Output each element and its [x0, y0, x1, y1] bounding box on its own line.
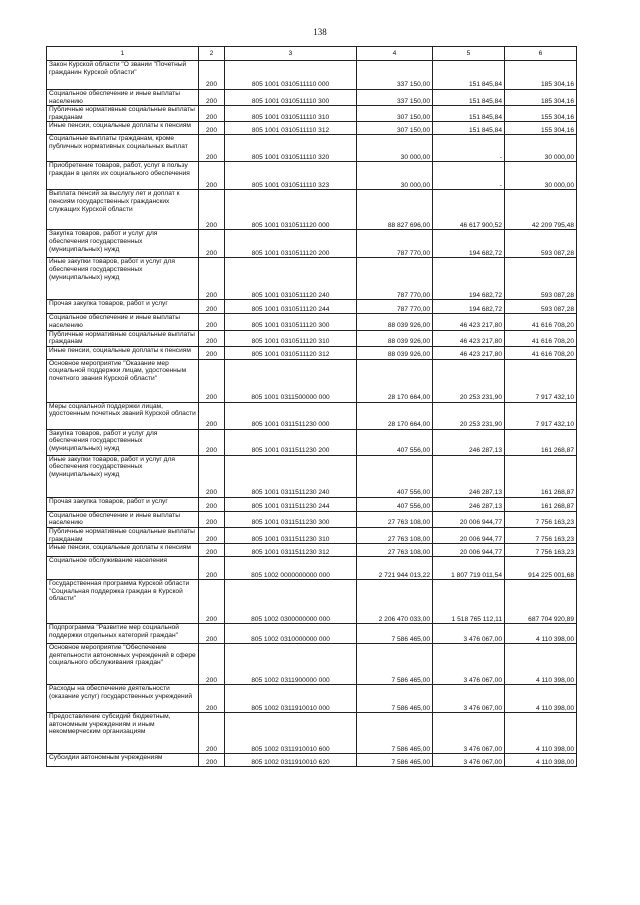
row-value-executed: 151 845,84	[433, 61, 505, 90]
row-grbs: 200	[199, 527, 225, 543]
row-code: 805 1001 0310511120 300	[225, 314, 357, 330]
row-name: Иные закупки товаров, работ и услуг для обеспечения государственных (муниципальных) нужд	[47, 455, 199, 497]
table-row	[47, 624, 577, 644]
table-row	[47, 106, 577, 122]
row-grbs: 200	[199, 346, 225, 359]
row-code: 805 1001 0311511230 312	[225, 544, 357, 557]
row-grbs: 200	[199, 190, 225, 230]
row-value-remaining: 593 087,28	[505, 258, 577, 300]
row-value-remaining: 4 110 398,00	[505, 685, 577, 713]
row-value-approved: 2 721 944 013,22	[357, 557, 433, 580]
row-value-approved: 787 770,00	[357, 258, 433, 300]
row-value-remaining: 41 616 708,20	[505, 330, 577, 346]
table-row	[47, 300, 577, 314]
row-grbs: 200	[199, 314, 225, 330]
row-name: Иные пенсии, социальные доплаты к пенсиям	[47, 346, 199, 359]
row-value-executed: 20 253 231,90	[433, 359, 505, 402]
table-body	[47, 61, 577, 767]
row-name: Выплата пенсий за выслугу лет и доплат к пенсиям государственных гражданских служащих Курской области	[47, 190, 199, 230]
table-row	[47, 61, 577, 90]
row-grbs: 200	[199, 90, 225, 106]
row-name: Предоставление субсидий бюджетным, автономным учреждениям и иным некоммерческим организациям	[47, 713, 199, 754]
table-row	[47, 497, 577, 511]
row-value-approved: 407 556,00	[357, 497, 433, 511]
row-value-approved: 307 150,00	[357, 106, 433, 122]
row-value-approved: 88 039 926,00	[357, 314, 433, 330]
row-grbs: 200	[199, 106, 225, 122]
row-value-approved: 88 039 926,00	[357, 330, 433, 346]
row-value-executed: 20 253 231,90	[433, 402, 505, 429]
row-name: Меры социальной поддержки лицам, удостоенным почетных званий Курской области	[47, 402, 199, 429]
row-grbs: 200	[199, 230, 225, 258]
row-code: 805 1002 0311900000 000	[225, 644, 357, 685]
row-grbs: 200	[199, 122, 225, 135]
table-row	[47, 455, 577, 497]
row-value-executed: 1 518 765 112,11	[433, 580, 505, 624]
row-grbs: 200	[199, 135, 225, 162]
row-value-executed: 194 682,72	[433, 258, 505, 300]
row-value-remaining: 161 268,87	[505, 429, 577, 455]
row-value-executed: 46 423 217,80	[433, 314, 505, 330]
row-name: Расходы на обеспечение деятельности (оказание услуг) государственных учреждений	[47, 685, 199, 713]
row-grbs: 200	[199, 429, 225, 455]
row-name: Публичные нормативные социальные выплаты гражданам	[47, 527, 199, 543]
table-row	[47, 346, 577, 359]
row-grbs: 200	[199, 402, 225, 429]
row-code: 805 1001 0311511230 310	[225, 527, 357, 543]
row-name: Прочая закупка товаров, работ и услуг	[47, 497, 199, 511]
row-value-remaining: 30 000,00	[505, 162, 577, 190]
row-grbs: 200	[199, 511, 225, 527]
row-value-remaining: 593 087,28	[505, 300, 577, 314]
row-value-approved: 27 763 108,00	[357, 544, 433, 557]
row-value-approved: 307 150,00	[357, 122, 433, 135]
row-code: 805 1001 0310511110 000	[225, 61, 357, 90]
row-value-executed: 20 006 944,77	[433, 527, 505, 543]
row-grbs: 200	[199, 162, 225, 190]
row-grbs: 200	[199, 544, 225, 557]
row-value-remaining: 914 225 001,68	[505, 557, 577, 580]
row-name: Иные закупки товаров, работ и услуг для обеспечения государственных (муниципальных) нужд	[47, 258, 199, 300]
row-name: Закон Курской области "О звании "Почетный гражданин Курской области"	[47, 61, 199, 90]
row-code: 805 1001 0310511110 320	[225, 135, 357, 162]
row-value-remaining: 161 268,87	[505, 497, 577, 511]
row-name: Субсидии автономным учреждениям	[47, 754, 199, 767]
row-code: 805 1002 0311910010 000	[225, 685, 357, 713]
row-value-remaining: 4 110 398,00	[505, 713, 577, 754]
row-value-approved: 7 586 465,00	[357, 644, 433, 685]
row-grbs: 200	[199, 624, 225, 644]
header-row	[47, 47, 577, 61]
row-code: 805 1001 0310511120 310	[225, 330, 357, 346]
table-row	[47, 527, 577, 543]
row-value-remaining: 155 304,16	[505, 122, 577, 135]
row-name: Социальное обслуживание населения	[47, 557, 199, 580]
row-code: 805 1001 0310511120 312	[225, 346, 357, 359]
row-code: 805 1002 0000000000 000	[225, 557, 357, 580]
row-value-approved: 28 170 664,00	[357, 402, 433, 429]
row-value-remaining: 161 268,87	[505, 455, 577, 497]
header-col-6: 6	[505, 47, 577, 61]
row-name: Приобретение товаров, работ, услуг в пользу граждан в целях их социального обеспечения	[47, 162, 199, 190]
row-value-executed: 151 845,84	[433, 106, 505, 122]
row-code: 805 1001 0311511230 244	[225, 497, 357, 511]
row-value-remaining: 185 304,16	[505, 90, 577, 106]
header-col-1: 1	[47, 47, 199, 61]
table-row	[47, 258, 577, 300]
row-value-approved: 28 170 664,00	[357, 359, 433, 402]
row-value-executed: 151 845,84	[433, 122, 505, 135]
row-value-approved: 407 556,00	[357, 455, 433, 497]
row-value-executed: 194 682,72	[433, 230, 505, 258]
row-value-remaining: 7 756 163,23	[505, 544, 577, 557]
row-value-approved: 2 206 470 033,00	[357, 580, 433, 624]
row-value-remaining: 41 616 708,20	[505, 314, 577, 330]
row-value-executed: 3 476 067,00	[433, 644, 505, 685]
row-value-remaining: 185 304,16	[505, 61, 577, 90]
row-name: Публичные нормативные социальные выплаты гражданам	[47, 330, 199, 346]
row-value-executed: 194 682,72	[433, 300, 505, 314]
header-col-5: 5	[433, 47, 505, 61]
table-row	[47, 90, 577, 106]
row-value-remaining: 7 756 163,23	[505, 511, 577, 527]
row-code: 805 1001 0310511120 000	[225, 190, 357, 230]
row-code: 805 1001 0311511230 300	[225, 511, 357, 527]
row-value-executed: 151 845,84	[433, 90, 505, 106]
row-code: 805 1001 0311511230 240	[225, 455, 357, 497]
row-value-remaining: 41 616 708,20	[505, 346, 577, 359]
header-col-4: 4	[357, 47, 433, 61]
row-value-remaining: 155 304,16	[505, 106, 577, 122]
row-code: 805 1001 0310511120 240	[225, 258, 357, 300]
row-value-remaining: 30 000,00	[505, 135, 577, 162]
row-code: 805 1001 0310511110 312	[225, 122, 357, 135]
row-value-approved: 787 770,00	[357, 230, 433, 258]
row-value-approved: 337 150,00	[357, 61, 433, 90]
row-value-executed: 246 287,13	[433, 429, 505, 455]
row-grbs: 200	[199, 713, 225, 754]
row-name: Прочая закупка товаров, работ и услуг	[47, 300, 199, 314]
row-value-executed: -	[433, 135, 505, 162]
row-code: 805 1001 0311511230 000	[225, 402, 357, 429]
row-value-approved: 337 150,00	[357, 90, 433, 106]
row-value-approved: 7 586 465,00	[357, 685, 433, 713]
row-code: 805 1002 0300000000 000	[225, 580, 357, 624]
table-row	[47, 429, 577, 455]
row-value-executed: 3 476 067,00	[433, 713, 505, 754]
row-code: 805 1001 0310511110 310	[225, 106, 357, 122]
row-value-approved: 27 763 108,00	[357, 511, 433, 527]
row-name: Публичные нормативные социальные выплаты гражданам	[47, 106, 199, 122]
row-value-executed: 46 423 217,80	[433, 330, 505, 346]
row-value-executed: 3 476 067,00	[433, 685, 505, 713]
row-value-approved: 787 770,00	[357, 300, 433, 314]
row-code: 805 1001 0311511230 200	[225, 429, 357, 455]
row-code: 805 1001 0310511110 300	[225, 90, 357, 106]
table-row	[47, 754, 577, 767]
row-value-executed: 246 287,13	[433, 497, 505, 511]
row-name: Закупка товаров, работ и услуг для обеспечения государственных (муниципальных) нужд	[47, 230, 199, 258]
row-name: Иные пенсии, социальные доплаты к пенсиям	[47, 122, 199, 135]
row-value-approved: 30 000,00	[357, 162, 433, 190]
table-row	[47, 122, 577, 135]
row-grbs: 200	[199, 330, 225, 346]
table-row	[47, 557, 577, 580]
table-row	[47, 685, 577, 713]
row-grbs: 200	[199, 644, 225, 685]
row-name: Основное мероприятие "Обеспечение деятельности автономных учреждений в сфере социального обслуживания граждан"	[47, 644, 199, 685]
table-row	[47, 162, 577, 190]
row-value-executed: 1 807 719 011,54	[433, 557, 505, 580]
table-row	[47, 135, 577, 162]
row-value-approved: 30 000,00	[357, 135, 433, 162]
row-value-executed: 20 006 944,77	[433, 544, 505, 557]
row-value-executed: 46 617 900,52	[433, 190, 505, 230]
row-grbs: 200	[199, 61, 225, 90]
row-grbs: 200	[199, 754, 225, 767]
table-row	[47, 190, 577, 230]
row-value-remaining: 4 110 398,00	[505, 754, 577, 767]
row-value-approved: 27 763 108,00	[357, 527, 433, 543]
table-row	[47, 511, 577, 527]
table-row	[47, 314, 577, 330]
row-code: 805 1002 0310000000 000	[225, 624, 357, 644]
row-value-approved: 407 556,00	[357, 429, 433, 455]
row-value-approved: 7 586 465,00	[357, 754, 433, 767]
row-value-remaining: 687 704 920,89	[505, 580, 577, 624]
row-code: 805 1001 0310511120 244	[225, 300, 357, 314]
row-grbs: 200	[199, 455, 225, 497]
row-value-executed: 3 476 067,00	[433, 754, 505, 767]
row-code: 805 1001 0311500000 000	[225, 359, 357, 402]
table-header	[47, 47, 577, 61]
row-value-remaining: 7 917 432,10	[505, 359, 577, 402]
row-value-approved: 7 586 465,00	[357, 624, 433, 644]
table-row	[47, 713, 577, 754]
row-value-executed: 20 006 944,77	[433, 511, 505, 527]
row-name: Государственная программа Курской области "Социальная поддержка граждан в Курской области"	[47, 580, 199, 624]
row-value-executed: 246 287,13	[433, 455, 505, 497]
row-code: 805 1001 0310511110 323	[225, 162, 357, 190]
row-code: 805 1002 0311910010 600	[225, 713, 357, 754]
row-name: Закупка товаров, работ и услуг для обеспечения государственных (муниципальных) нужд	[47, 429, 199, 455]
row-value-approved: 7 586 465,00	[357, 713, 433, 754]
row-value-remaining: 7 756 163,23	[505, 527, 577, 543]
table-row	[47, 230, 577, 258]
row-grbs: 200	[199, 557, 225, 580]
row-value-remaining: 593 087,28	[505, 230, 577, 258]
row-code: 805 1001 0310511120 200	[225, 230, 357, 258]
row-grbs: 200	[199, 300, 225, 314]
row-grbs: 200	[199, 580, 225, 624]
row-grbs: 200	[199, 258, 225, 300]
row-value-remaining: 42 209 795,48	[505, 190, 577, 230]
table-row	[47, 544, 577, 557]
row-value-executed: -	[433, 162, 505, 190]
row-grbs: 200	[199, 359, 225, 402]
table-row	[47, 644, 577, 685]
row-grbs: 200	[199, 497, 225, 511]
row-value-executed: 46 423 217,80	[433, 346, 505, 359]
table-row	[47, 330, 577, 346]
table-row	[47, 359, 577, 402]
row-name: Иные пенсии, социальные доплаты к пенсиям	[47, 544, 199, 557]
row-value-remaining: 4 110 398,00	[505, 644, 577, 685]
row-name: Социальное обеспечение и иные выплаты населению	[47, 90, 199, 106]
row-name: Подпрограмма "Развитие мер социальной поддержки отдельных категорий граждан"	[47, 624, 199, 644]
header-col-2: 2	[199, 47, 225, 61]
table-row	[47, 580, 577, 624]
row-value-executed: 3 476 067,00	[433, 624, 505, 644]
row-grbs: 200	[199, 685, 225, 713]
row-name: Социальное обеспечение и иные выплаты населению	[47, 314, 199, 330]
row-name: Социальное обеспечение и иные выплаты населению	[47, 511, 199, 527]
page-number: 138	[313, 27, 327, 37]
row-name: Социальные выплаты гражданам, кроме публичных нормативных социальных выплат	[47, 135, 199, 162]
table-row	[47, 402, 577, 429]
row-name: Основное мероприятие "Оказание мер социальной поддержки лицам, удостоенным почетного звания Курской области"	[47, 359, 199, 402]
row-value-remaining: 7 917 432,10	[505, 402, 577, 429]
header-col-3: 3	[225, 47, 357, 61]
budget-table	[46, 46, 577, 767]
row-value-approved: 88 827 696,00	[357, 190, 433, 230]
row-code: 805 1002 0311910010 620	[225, 754, 357, 767]
row-value-remaining: 4 110 398,00	[505, 624, 577, 644]
row-value-approved: 88 039 926,00	[357, 346, 433, 359]
